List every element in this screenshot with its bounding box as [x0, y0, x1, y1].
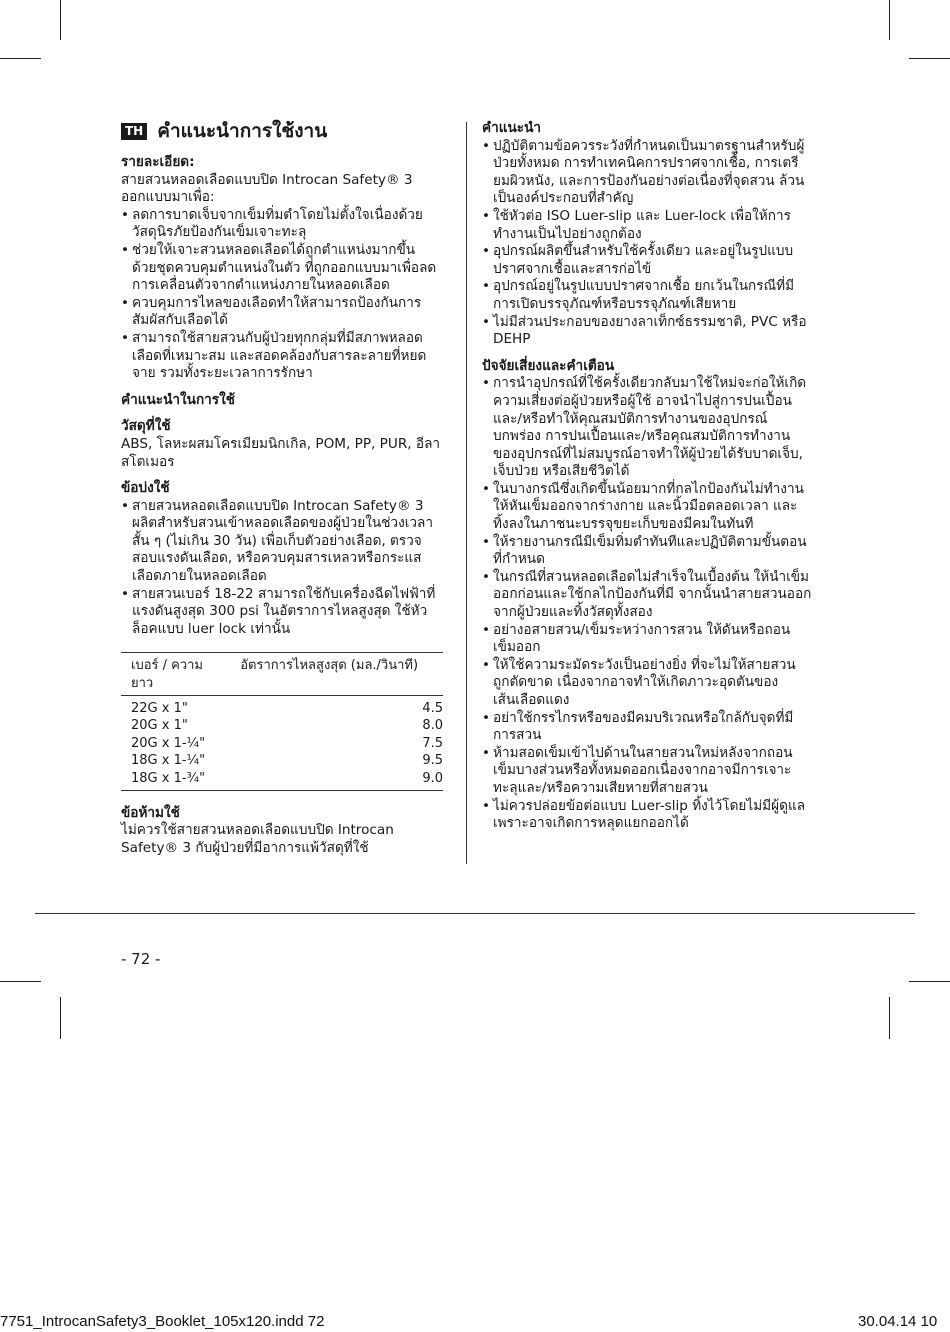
cell-rate: 8.0 — [422, 718, 443, 734]
crop-mark — [909, 58, 950, 59]
table-row — [121, 717, 443, 735]
list-item: • ให้รายงานกรณีมีเข็มทิ่มตำทันทีและปฏิบัติตามขั้นตอนที่กำหนด — [482, 534, 812, 569]
crop-mark — [60, 997, 61, 1039]
column-header-size: เบอร์ / ความยาว — [121, 653, 215, 695]
risks-list — [482, 375, 812, 832]
materials-text: ABS, โลหะผสมโครเมียมนิกเกิล, POM, PP, PUR, อีลาสโตเมอร — [121, 435, 441, 470]
details-intro: สายสวนหลอดเลือดแบบปิด Introcan Safety® 3 ออกแบบมาเพื่อ: — [121, 171, 413, 206]
list-item: • ใช้หัวต่อ ISO Luer-slip และ Luer-lock เพื่อให้การทำงานเป็นไปอย่างถูกต้อง — [482, 208, 812, 243]
list-item: • อุปกรณ์ผลิตขึ้นสำหรับใช้ครั้งเดียว และอยู่ในรูปแบบปราศจากเชื้อและสารก่อไข้ — [482, 243, 812, 278]
crop-mark — [909, 981, 950, 982]
crop-mark — [889, 0, 890, 40]
cell-size: 18G x 1-¼" — [131, 753, 206, 769]
list-item: • อุปกรณ์อยู่ในรูปแบบปราศจากเชื้อ ยกเว้นในกรณีที่มีการเปิดบรรจุภัณฑ์หรือบรรจุภัณฑ์เสียหาย — [482, 278, 812, 313]
cell-size: 20G x 1" — [131, 718, 188, 734]
advice-heading: คำแนะนำ — [482, 120, 542, 136]
crop-mark — [60, 0, 61, 40]
page-title: คำแนะนำการใช้งาน — [157, 120, 328, 142]
list-item: • ปฏิบัติตามข้อควรระวังที่กำหนดเป็นมาตรฐานสำหรับผู้ป่วยทั้งหมด การทำเทคนิคการปราศจากเชื้อ, การเตรียมผิวหนัง, และการป้องกันอย่างต่อเนื่องที่จุดสวน ล้วนเป็นองค์ประกอบที่สำคัญ — [482, 138, 812, 208]
list-item: • ให้ใช้ความระมัดระวังเป็นอย่างยิ่ง ที่จะไม่ให้สายสวนถูกตัดขาด เนื่องจากอาจทำให้เกิดภาวะอุดตันของเส้นเลือดแดง — [482, 657, 812, 710]
cell-rate: 9.5 — [422, 753, 443, 769]
list-item: • ไม่มีส่วนประกอบของยางลาเท็กซ์ธรรมชาติ, PVC หรือ DEHP — [482, 314, 812, 349]
cell-rate: 4.5 — [422, 700, 443, 716]
cell-size: 20G x 1-¼" — [131, 735, 206, 751]
cell-size: 18G x 1-¾" — [121, 770, 215, 790]
table-row — [121, 735, 443, 753]
crop-mark — [0, 981, 41, 982]
list-item: • ห้ามสอดเข็มเข้าไปด้านในสายสวนใหม่หลังจากถอนเข็มบางส่วนหรือทั้งหมดออกเนื่องจากอาจมีการเจาะทะลุและ/หรือความเสียหายที่สายสวน — [482, 745, 812, 798]
list-item: • อย่าใช้กรรไกรหรือของมีคมบริเวณหรือใกล้กับจุดที่มีการสวน — [482, 710, 812, 745]
indications-heading: ข้อบ่งใช้ — [121, 480, 170, 497]
materials-heading: วัสดุที่ใช้ — [121, 418, 171, 435]
language-badge: TH — [121, 123, 147, 140]
print-slug-date: 30.04.14 10 — [858, 1313, 938, 1330]
footer-rule — [35, 913, 915, 914]
crop-mark — [889, 997, 890, 1039]
print-slug-filename: 7751_IntrocanSafety3_Booklet_105x120.indd 72 — [0, 1313, 325, 1330]
cell-rate: 7.5 — [422, 735, 443, 751]
table-header-row — [121, 653, 443, 695]
right-column — [482, 120, 812, 833]
indications-list — [121, 498, 443, 639]
list-item: • ไม่ควรปล่อยข้อต่อแบบ Luer-slip ทิ้งไว้โดยไม่มีผู้ดูแล เพราะอาจเกิดการหลุดแยกออกได้ — [482, 798, 812, 833]
column-divider — [466, 122, 467, 864]
advice-list — [482, 138, 812, 349]
column-header-flow-rate: อัตราการไหลสูงสุด (มล./วินาที) — [215, 653, 443, 695]
table-row — [121, 695, 443, 717]
flow-rate-table — [121, 652, 443, 790]
list-item: • ในกรณีที่สวนหลอดเลือดไม่สำเร็จในเบื้องต้น ให้นำเข็มออกก่อนและใช้กลไกป้องกันที่มี จากนั้นนำสายสวนออกจากผู้ป่วยและทิ้งวัสดุทั้งสอง — [482, 569, 812, 622]
left-column — [121, 120, 443, 857]
usage-heading: คำแนะนำในการใช้ — [121, 391, 235, 408]
table-row — [121, 752, 443, 770]
list-item: • การนำอุปกรณ์ที่ใช้ครั้งเดียวกลับมาใช้ใหม่จะก่อให้เกิดความเสี่ยงต่อผู้ป่วยหรือผู้ใช้ อาจนำไปสู่การปนเปื้อนและ/หรือทำให้คุณสมบัติการทำงานของอุปกรณ์บกพร่อง การปนเปื้อนและ/หรือคุณสมบัติการทำงานของอุปกรณ์ที่ไม่สมบูรณ์อาจทำให้ผู้ป่วยได้รับบาดเจ็บ, เจ็บป่วย หรือเสียชีวิตได้ — [482, 375, 812, 481]
list-item: • ควบคุมการไหลของเลือดทำให้สามารถป้องกันการสัมผัสกับเลือดได้ — [121, 295, 443, 330]
list-item: • ลดการบาดเจ็บจากเข็มทิ่มตำโดยไม่ตั้งใจเนื่องด้วยวัสดุนิรภัยป้องกันเข็มเจาะทะลุ — [121, 207, 443, 242]
list-item: • ช่วยให้เจาะสวนหลอดเลือดได้ถูกตำแหน่งมากขึ้น ด้วยชุดควบคุมตำแหน่งในตัว ที่ถูกออกแบบมาเพื่อลดการเคลื่อนตัวจากตำแหน่งภายในหลอดเลือด — [121, 242, 443, 295]
details-list — [121, 207, 443, 383]
list-item: • อย่างอสายสวน/เข็มระหว่างการสวน ให้ดันหรือถอนเข็มออก — [482, 622, 812, 657]
contraindications-text: ไม่ควรใช้สายสวนหลอดเลือดแบบปิด Introcan Safety® 3 กับผู้ป่วยที่มีอาการแพ้วัสดุที่ใช้ — [121, 822, 394, 856]
list-item: • สามารถใช้สายสวนกับผู้ป่วยทุกกลุ่มที่มีสภาพหลอดเลือดที่เหมาะสม และสอดคล้องกับสารละลายที่หยดจาย รวมทั้งระยะเวลาการรักษา — [121, 330, 443, 383]
cell-size: 22G x 1" — [131, 700, 188, 716]
list-item: • สายสวนเบอร์ 18-22 สามารถใช้กับเครื่องฉีดไฟฟ้าที่แรงดันสูงสุด 300 psi ในอัตราการไหลสูงสุด ใช้หัวล็อคแบบ luer lock เท่านั้น — [121, 586, 443, 639]
risks-heading: ปัจจัยเสี่ยงและคำเตือน — [482, 357, 615, 374]
list-item: • ในบางกรณีซึ่งเกิดขึ้นน้อยมากที่กลไกป้องกันไม่ทำงาน ให้หันเข็มออกจากร่างกาย และนิ้วมือตลอดเวลา และทิ้งลงในภาชนะบรรจุขยะเก็บของมีคมในทันที — [482, 481, 812, 534]
crop-mark — [0, 58, 41, 59]
page-number: - 72 - — [121, 950, 161, 968]
title-row — [121, 120, 443, 142]
details-heading: รายละเอียด: — [121, 154, 195, 170]
cell-rate: 9.0 — [215, 770, 443, 790]
table-row — [121, 770, 443, 790]
contraindications-heading: ข้อห้ามใช้ — [121, 804, 180, 821]
list-item: • สายสวนหลอดเลือดแบบปิด Introcan Safety® 3 ผลิตสำหรับสวนเข้าหลอดเลือดของผู้ป่วยในช่วงเวลาสั้น ๆ (ไม่เกิน 30 วัน) เพื่อเก็บตัวอย่างเลือด, ตรวจสอบแรงดันเลือด, หรือควบคุมสารเหลวหรือกระแสเลือดภายในหลอดเลือด — [121, 498, 443, 586]
